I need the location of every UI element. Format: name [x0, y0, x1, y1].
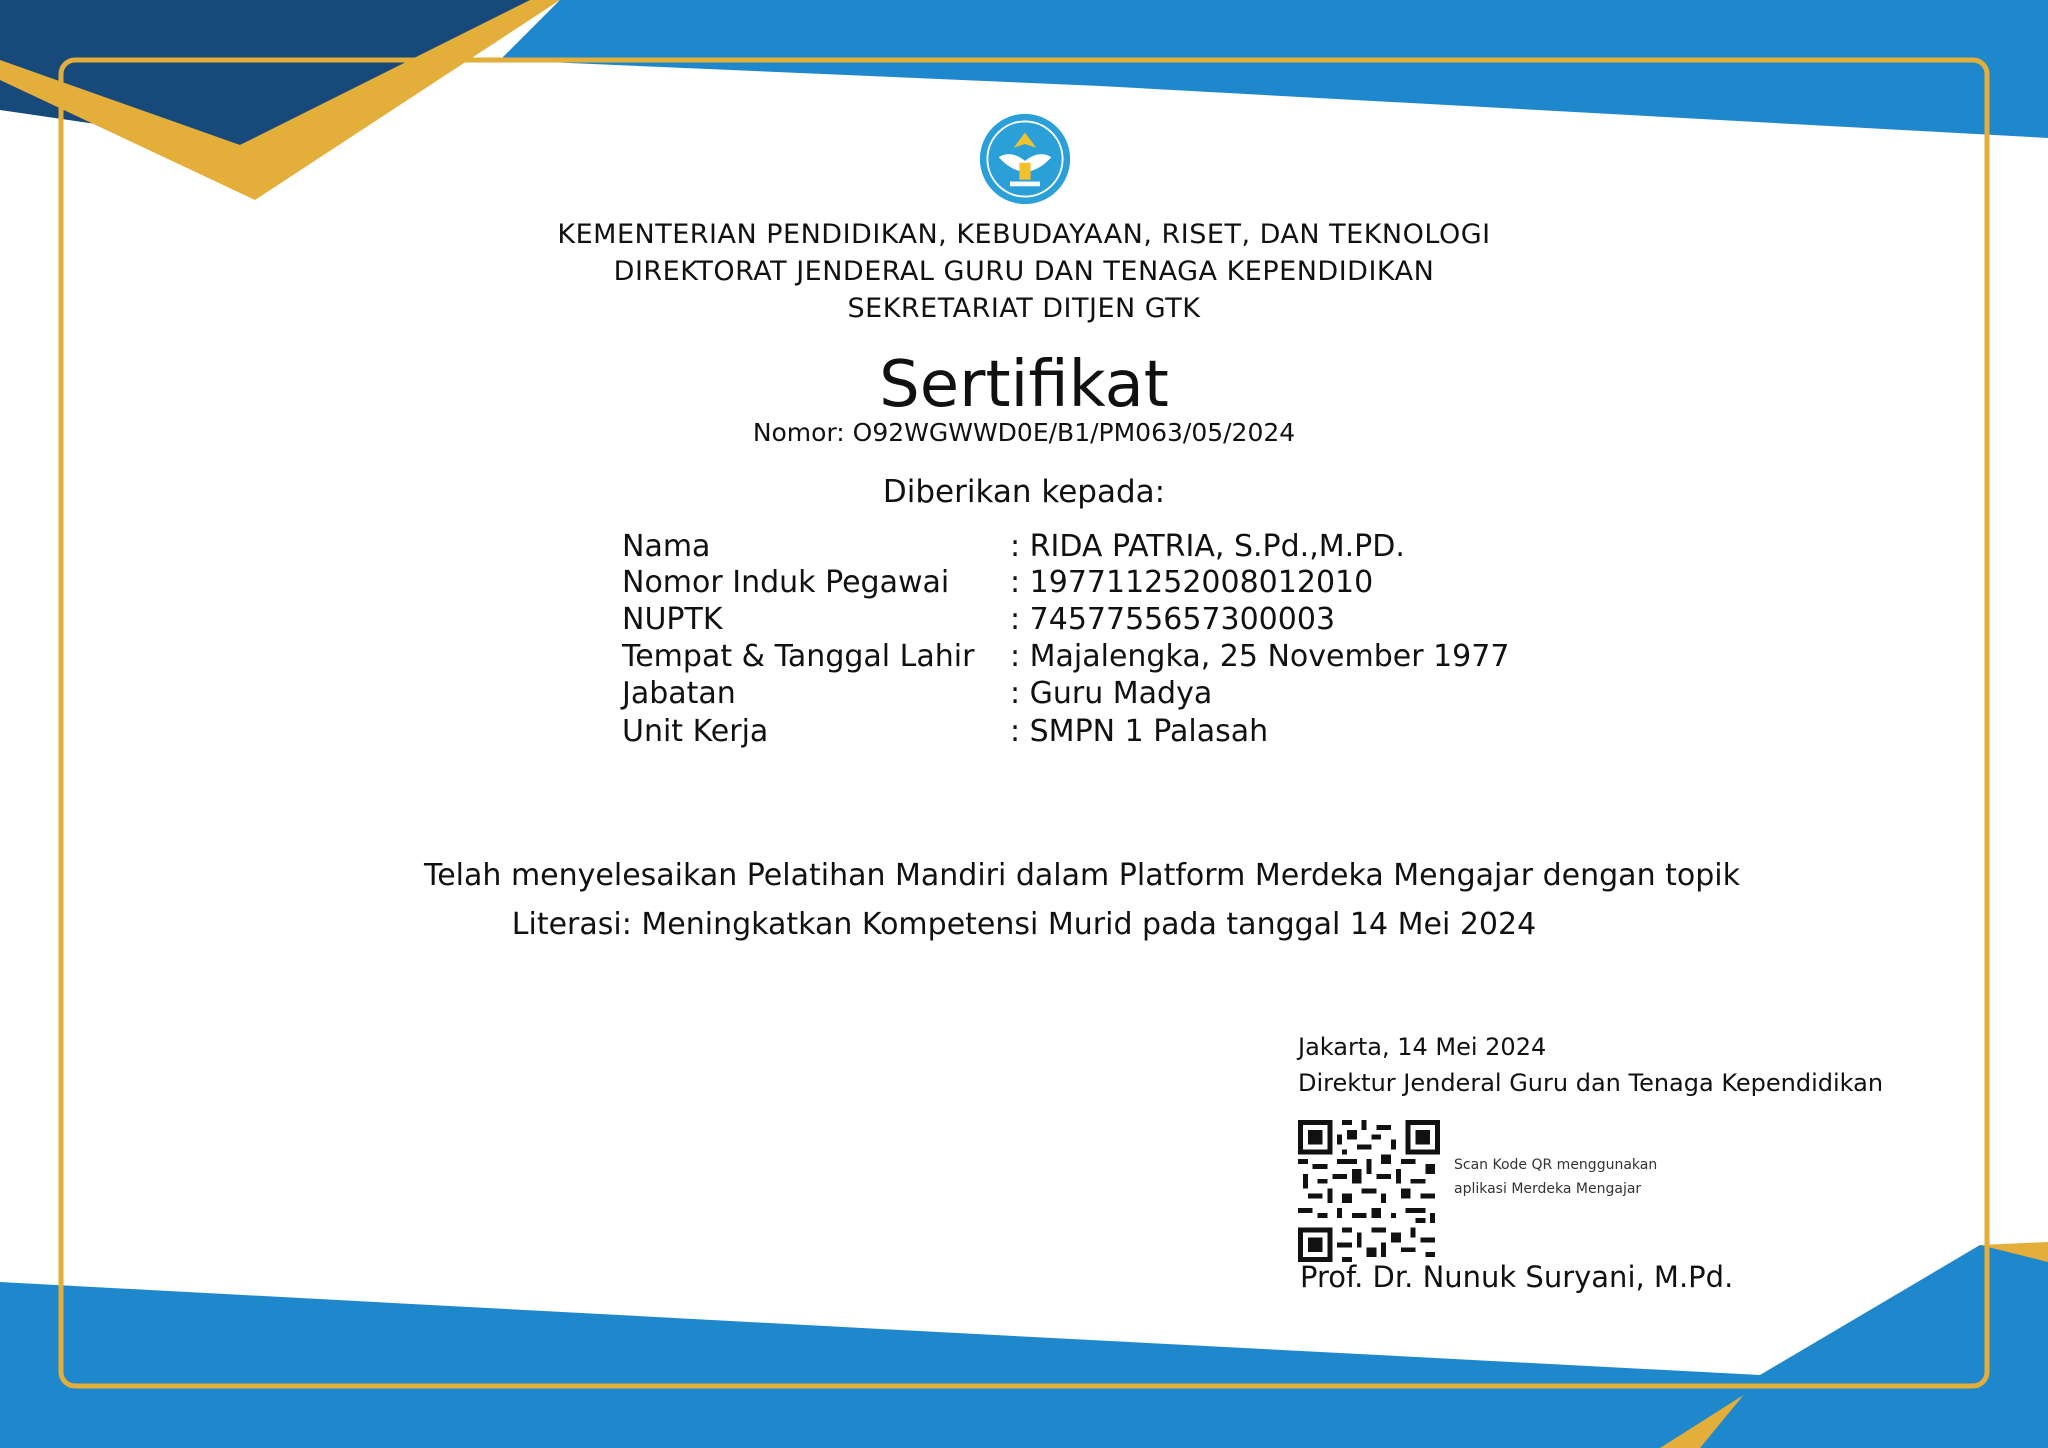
field-label: Tempat & Tanggal Lahir	[622, 639, 975, 674]
field-value: : 7457755657300003	[1010, 602, 1336, 637]
field-value: : RIDA PATRIA, S.Pd.,M.PD.	[1010, 529, 1405, 564]
top-blue-band	[500, 0, 2048, 138]
signature-place-date: Jakarta, 14 Mei 2024	[1298, 1033, 1547, 1061]
field-row-nip	[622, 564, 1622, 601]
tut-wuri-handayani-logo-icon	[978, 112, 1072, 206]
signer-position: Direktur Jenderal Guru dan Tenaga Kependidikan	[1298, 1069, 1884, 1097]
field-label: NUPTK	[622, 602, 723, 637]
field-label: Nomor Induk Pegawai	[622, 565, 950, 600]
bottom-blue-band	[0, 1282, 1760, 1448]
field-value: : Majalengka, 25 November 1977	[1010, 639, 1510, 674]
field-row-nama	[622, 528, 1622, 565]
field-row-unit-kerja	[622, 713, 1622, 750]
field-row-birth	[622, 638, 1622, 675]
header-secretariat: SEKRETARIAT DITJEN GTK	[847, 293, 1201, 324]
field-row-jabatan	[622, 675, 1622, 712]
field-value: : 197711252008012010	[1010, 565, 1374, 600]
qr-instruction-line2: aplikasi Merdeka Mengajar	[1454, 1181, 1642, 1197]
header-ministry: KEMENTERIAN PENDIDIKAN, KEBUDAYAAN, RISET, DAN TEKNOLOGI	[557, 219, 1491, 250]
qr-instruction-line1: Scan Kode QR menggunakan	[1454, 1157, 1658, 1173]
signer-name: Prof. Dr. Nunuk Suryani, M.Pd.	[1300, 1260, 1734, 1294]
top-left-dark-shape	[0, 0, 560, 145]
certificate-title: Sertifikat	[879, 348, 1169, 422]
field-value: : Guru Madya	[1010, 676, 1213, 711]
qr-code-icon	[1298, 1120, 1440, 1262]
header-directorate: DIREKTORAT JENDERAL GURU DAN TENAGA KEPENDIDIKAN	[613, 256, 1435, 287]
certificate-number: Nomor: O92WGWWD0E/B1/PM063/05/2024	[752, 418, 1296, 447]
field-value: : SMPN 1 Palasah	[1010, 714, 1269, 749]
completion-statement-line1: Telah menyelesaikan Pelatihan Mandiri dalam Platform Merdeka Mengajar dengan topik	[424, 858, 1740, 893]
given-to-label: Diberikan kepada:	[882, 474, 1166, 510]
field-label: Unit Kerja	[622, 714, 769, 749]
field-label: Jabatan	[622, 676, 736, 711]
field-label: Nama	[622, 529, 711, 564]
completion-statement-line2: Literasi: Meningkatkan Kompetensi Murid pada tanggal 14 Mei 2024	[511, 907, 1537, 942]
field-row-nuptk	[622, 601, 1622, 638]
bottom-right-blue-strip	[1700, 1245, 2048, 1448]
